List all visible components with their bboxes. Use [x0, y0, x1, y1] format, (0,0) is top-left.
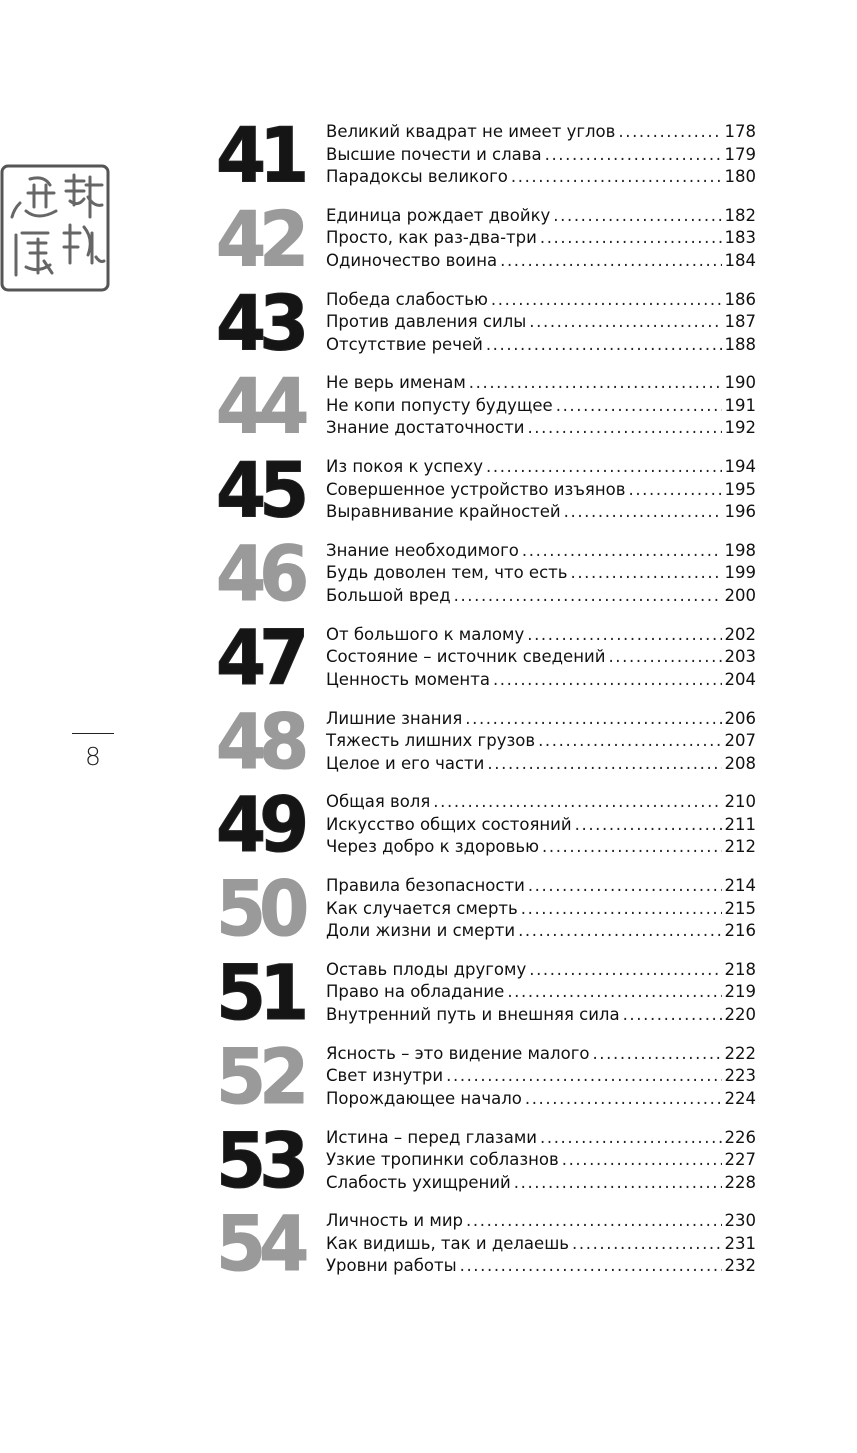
- toc-entry-page: 180: [724, 167, 756, 186]
- toc-entry-page: 211: [724, 814, 756, 834]
- toc-entry-page: 188: [724, 334, 756, 354]
- toc-leader-dots: [553, 205, 721, 228]
- chapter-number: 42: [216, 194, 303, 283]
- toc-entry-page: 228: [724, 1172, 756, 1192]
- toc-entry-title: Узкие тропинки соблазнов: [326, 1150, 559, 1170]
- toc-entry[interactable]: [326, 836, 756, 859]
- toc-entry[interactable]: [326, 1043, 756, 1066]
- chapter-number: 48: [216, 697, 303, 786]
- chapter-number: 41: [216, 110, 303, 200]
- toc-entry[interactable]: [326, 875, 756, 898]
- toc-leader-dots: [491, 289, 722, 312]
- toc-entry-title: Единица рождает двойку: [326, 205, 551, 225]
- toc-entry[interactable]: [326, 814, 756, 837]
- toc-leader-dots: [618, 121, 721, 144]
- chapter-entries: [326, 959, 756, 1027]
- chapter-number: 43: [216, 278, 303, 367]
- toc-entry-title: Из покоя к успеху: [326, 457, 483, 477]
- toc-entry-page: 212: [724, 837, 756, 857]
- toc-entry[interactable]: [326, 205, 756, 228]
- toc-leader-dots: [572, 1233, 721, 1256]
- toc-entry[interactable]: [326, 540, 756, 563]
- chapter-entries: [326, 791, 756, 859]
- toc-leader-dots: [493, 669, 722, 692]
- toc-entry-title: Правила безопасности: [326, 876, 525, 896]
- toc-entry[interactable]: [326, 1149, 756, 1172]
- chapter-number: 46: [216, 529, 303, 619]
- chapter-group: [216, 110, 761, 200]
- page-number: 8: [85, 742, 101, 771]
- toc-entry-title: Искусство общих состояний: [326, 814, 572, 834]
- chapter-number: 50: [216, 865, 303, 954]
- toc-leader-dots: [487, 753, 721, 776]
- toc-entry-page: 232: [724, 1256, 756, 1276]
- toc-entry-page: 191: [724, 395, 756, 415]
- toc-entry-title: Свет изнутри: [326, 1066, 444, 1086]
- chapter-number: 52: [216, 1032, 303, 1121]
- chapter-number: 45: [216, 446, 303, 535]
- toc-leader-dots: [556, 395, 722, 418]
- chapter-entries: [326, 1127, 756, 1195]
- toc-entry[interactable]: [326, 395, 756, 418]
- toc-leader-dots: [433, 791, 721, 814]
- toc-entry[interactable]: [326, 166, 756, 189]
- toc-entry-title: Тяжесть лишних грузов: [326, 731, 536, 751]
- toc-entry-page: 186: [724, 289, 756, 309]
- toc-entry[interactable]: [326, 791, 756, 814]
- toc-leader-dots: [545, 144, 722, 167]
- toc-entry-title: Внутренний путь и внешняя сила: [326, 1004, 620, 1024]
- toc-entry-page: 179: [724, 144, 756, 164]
- toc-entry[interactable]: [326, 311, 756, 334]
- chapter-entries: [326, 1043, 756, 1111]
- chapter-number: 44: [216, 362, 303, 451]
- toc-entry-title: Ценность момента: [326, 669, 490, 689]
- toc-entry[interactable]: [326, 372, 756, 395]
- toc-entry-page: 182: [724, 205, 756, 225]
- toc-entry-title: Не верь именам: [326, 373, 466, 393]
- chapter-entries: [326, 875, 756, 943]
- toc-leader-dots: [528, 875, 722, 898]
- toc-entry-page: 200: [724, 585, 756, 605]
- chapter-group: [216, 781, 761, 870]
- toc-entry-title: Победа слабостью: [326, 289, 488, 309]
- toc-entry-title: Истина – перед глазами: [326, 1127, 537, 1147]
- toc-entry-page: 199: [724, 563, 756, 583]
- toc-entry[interactable]: [326, 1004, 756, 1027]
- toc-entry-title: Право на обладание: [326, 982, 505, 1002]
- toc-leader-dots: [486, 456, 722, 479]
- toc-entry-page: 226: [724, 1127, 756, 1147]
- toc-entry-title: Целое и его части: [326, 753, 485, 773]
- toc-leader-dots: [525, 1088, 722, 1111]
- chapter-number: 53: [216, 1116, 303, 1205]
- toc-entry-title: Против давления силы: [326, 312, 527, 332]
- toc-entry-title: Знание необходимого: [326, 540, 519, 560]
- toc-entry-page: 203: [724, 647, 756, 667]
- toc-entry-title: Не копи попусту будущее: [326, 395, 553, 415]
- toc-entry[interactable]: [326, 1088, 756, 1111]
- toc-entry-title: Одиночество воина: [326, 250, 498, 270]
- toc-entry-page: 219: [724, 982, 756, 1002]
- toc-entry-title: Великий квадрат не имеет углов: [326, 122, 616, 141]
- toc-leader-dots: [460, 1255, 722, 1278]
- toc-entry[interactable]: [326, 1233, 756, 1256]
- toc-entry[interactable]: [326, 250, 756, 273]
- page-number-rule: [72, 733, 114, 734]
- chapter-entries: [326, 456, 756, 524]
- toc-entry[interactable]: [326, 334, 756, 357]
- chapter-entries: [326, 372, 756, 440]
- toc-entry-title: Совершенное устройство изъянов: [326, 479, 626, 499]
- toc-entry-title: Уровни работы: [326, 1256, 457, 1276]
- toc-entry[interactable]: [326, 959, 756, 982]
- chapter-group: [216, 697, 761, 787]
- chapter-group: [216, 865, 761, 954]
- toc-entry-title: Доли жизни и смерти: [326, 921, 516, 941]
- toc-entry-title: Ясность – это видение малого: [326, 1043, 590, 1063]
- chinese-seal-icon: [0, 163, 112, 293]
- toc-leader-dots: [465, 708, 721, 731]
- chapter-entries: [326, 624, 756, 692]
- toc-leader-dots: [511, 166, 722, 189]
- toc-entry-title: Состояние – источник сведений: [326, 647, 606, 667]
- toc-leader-dots: [540, 227, 722, 250]
- chapter-group: [216, 446, 761, 535]
- toc-entry-title: Просто, как раз-два-три: [326, 228, 537, 248]
- toc-entry-page: 218: [724, 959, 756, 979]
- toc-entry-title: Будь доволен тем, что есть: [326, 563, 568, 583]
- chapter-entries: [326, 708, 756, 776]
- toc-entry-page: 231: [724, 1233, 756, 1253]
- chapter-group: [216, 362, 761, 451]
- toc-entry-title: Общая воля: [326, 792, 431, 812]
- toc-entry-title: Как видишь, так и делаешь: [326, 1233, 570, 1253]
- toc-leader-dots: [623, 1004, 722, 1027]
- toc-entry-title: Знание достаточности: [326, 418, 525, 438]
- chapter-number: 49: [216, 781, 303, 870]
- toc-entry-page: 183: [724, 228, 756, 248]
- chapter-entries: [326, 1210, 756, 1278]
- chapter-entries: [326, 540, 756, 608]
- toc-leader-dots: [575, 814, 722, 837]
- toc-leader-dots: [454, 585, 722, 608]
- chapter-number: 51: [216, 948, 303, 1038]
- toc-entry-page: 206: [724, 708, 756, 728]
- toc-entry[interactable]: [326, 1127, 756, 1150]
- toc-entry-title: Оставь плоды другому: [326, 959, 527, 979]
- toc-leader-dots: [592, 1043, 721, 1066]
- toc-entry[interactable]: [326, 562, 756, 585]
- toc-leader-dots: [514, 1172, 722, 1195]
- toc-entry-title: Личность и мир: [326, 1211, 464, 1231]
- toc-entry[interactable]: [326, 121, 756, 144]
- toc-leader-dots: [486, 334, 722, 357]
- chapter-group: [216, 948, 761, 1038]
- toc-leader-dots: [529, 311, 721, 334]
- toc-leader-dots: [540, 1127, 722, 1150]
- toc-entry-page: 194: [724, 457, 756, 477]
- toc-entry[interactable]: [326, 1065, 756, 1088]
- toc-leader-dots: [469, 372, 722, 395]
- toc-entry-page: 208: [724, 753, 756, 773]
- toc-entry-page: 192: [724, 418, 756, 438]
- toc-entry-page: 214: [724, 876, 756, 896]
- toc-entry-title: От большого к малому: [326, 624, 525, 644]
- toc-leader-dots: [521, 898, 722, 921]
- toc-entry-page: 184: [724, 250, 756, 270]
- chapter-group: [216, 1200, 761, 1289]
- toc-entry[interactable]: [326, 898, 756, 921]
- toc-entry-page: 207: [724, 731, 756, 751]
- toc-entry[interactable]: [326, 669, 756, 692]
- toc-entry-page: 222: [724, 1043, 756, 1063]
- toc-entry-title: Лишние знания: [326, 708, 463, 728]
- toc-leader-dots: [466, 1210, 721, 1233]
- toc-entry-page: 215: [724, 898, 756, 918]
- toc-leader-dots: [538, 730, 721, 753]
- toc-entry[interactable]: [326, 417, 756, 440]
- chapter-number: 47: [216, 613, 303, 702]
- toc-entry-page: 187: [724, 312, 756, 332]
- toc-leader-dots: [527, 624, 721, 647]
- toc-entry-page: 223: [724, 1066, 756, 1086]
- toc-leader-dots: [608, 646, 721, 669]
- toc-entry-page: 227: [724, 1150, 756, 1170]
- toc-entry-title: Отсутствие речей: [326, 334, 483, 354]
- toc-entry[interactable]: [326, 289, 756, 312]
- toc-entry-page: 230: [724, 1211, 756, 1231]
- chapter-group: [216, 613, 761, 703]
- toc-entry[interactable]: [326, 227, 756, 250]
- toc-leader-dots: [542, 836, 722, 859]
- chapter-group: [216, 194, 761, 284]
- toc-leader-dots: [529, 959, 721, 982]
- toc-entry-title: Высшие почести и слава: [326, 144, 542, 164]
- toc-entry[interactable]: [326, 920, 756, 943]
- toc-leader-dots: [507, 981, 721, 1004]
- toc-entry-page: 204: [724, 669, 756, 689]
- chapter-entries: [326, 205, 756, 273]
- toc-entry-page: 196: [724, 502, 756, 522]
- toc-entry-title: Большой вред: [326, 585, 451, 605]
- toc-entry[interactable]: [326, 479, 756, 502]
- toc-entry[interactable]: [326, 624, 756, 647]
- toc-entry-page: 202: [724, 624, 756, 644]
- toc-entry-title: Как случается смерть: [326, 898, 518, 918]
- toc-entry[interactable]: [326, 456, 756, 479]
- toc-entry-title: Выравнивание крайностей: [326, 502, 561, 522]
- toc-entry[interactable]: [326, 501, 756, 524]
- toc-leader-dots: [518, 920, 721, 943]
- chapter-group: [216, 1116, 761, 1206]
- toc-leader-dots: [500, 250, 721, 273]
- toc-entry-page: 198: [724, 540, 756, 560]
- toc-entry[interactable]: [326, 144, 756, 167]
- toc-entry[interactable]: [326, 1172, 756, 1195]
- toc-entry-title: Парадоксы великого: [326, 167, 508, 186]
- toc-entry-page: 220: [724, 1004, 756, 1024]
- toc-entry-page: 210: [724, 792, 756, 812]
- table-of-contents: [216, 110, 761, 1289]
- toc-leader-dots: [446, 1065, 721, 1088]
- toc-entry[interactable]: [326, 981, 756, 1004]
- toc-entry-page: 195: [724, 479, 756, 499]
- toc-entry-page: 190: [724, 373, 756, 393]
- toc-leader-dots: [564, 501, 722, 524]
- toc-entry[interactable]: [326, 585, 756, 608]
- toc-entry-page: 178: [724, 122, 756, 141]
- chapter-entries: [326, 121, 756, 189]
- toc-entry-title: Слабость ухищрений: [326, 1172, 511, 1192]
- toc-entry[interactable]: [326, 646, 756, 669]
- chapter-group: [216, 278, 761, 368]
- chapter-group: [216, 529, 761, 619]
- toc-entry[interactable]: [326, 753, 756, 776]
- toc-entry[interactable]: [326, 1210, 756, 1233]
- toc-leader-dots: [522, 540, 722, 563]
- toc-entry-page: 224: [724, 1088, 756, 1108]
- toc-entry-title: Порождающее начало: [326, 1088, 522, 1108]
- toc-leader-dots: [628, 479, 721, 502]
- toc-leader-dots: [570, 562, 721, 585]
- toc-entry-page: 216: [724, 921, 756, 941]
- chapter-group: [216, 1032, 761, 1122]
- chapter-entries: [326, 289, 756, 357]
- toc-entry[interactable]: [326, 708, 756, 731]
- toc-leader-dots: [562, 1149, 722, 1172]
- toc-entry[interactable]: [326, 1255, 756, 1278]
- toc-leader-dots: [527, 417, 721, 440]
- toc-entry-title: Через добро к здоровью: [326, 837, 539, 857]
- toc-entry[interactable]: [326, 730, 756, 753]
- chapter-number: 54: [216, 1200, 303, 1289]
